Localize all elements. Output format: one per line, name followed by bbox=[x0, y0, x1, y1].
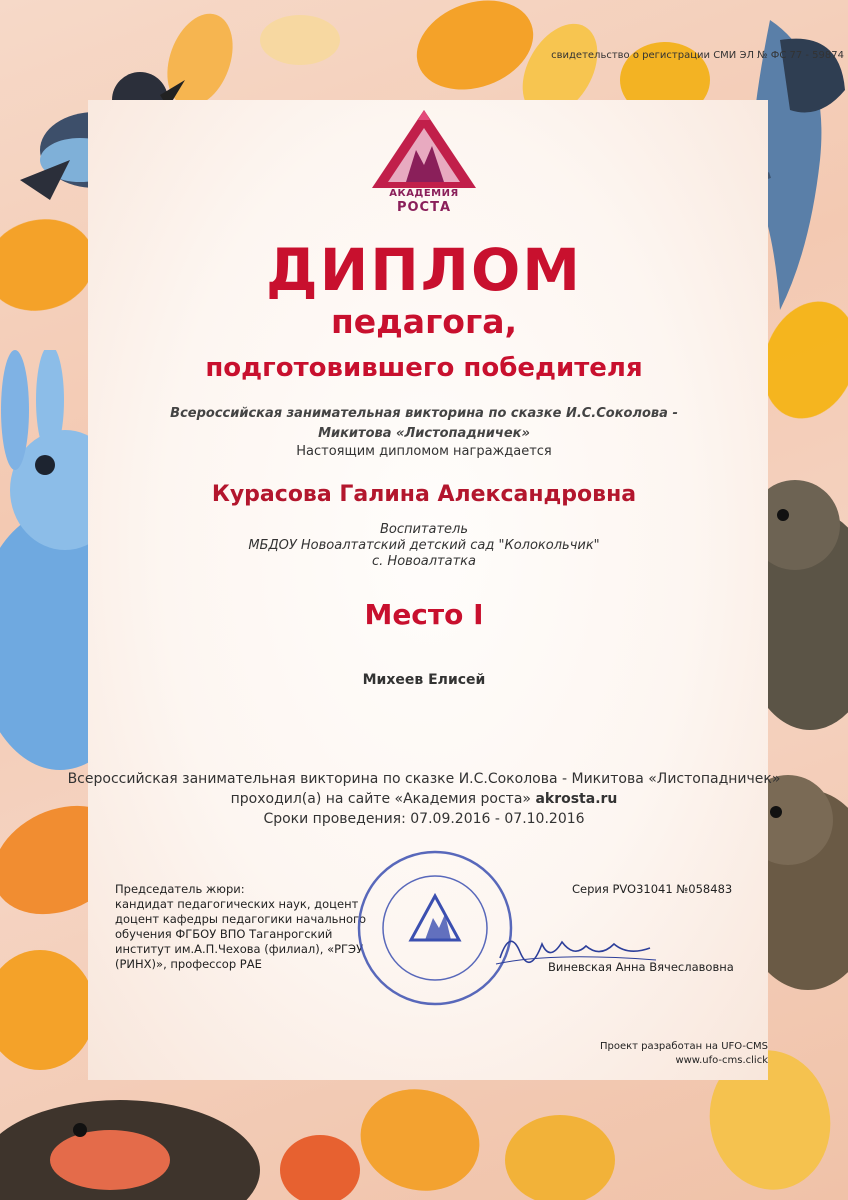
jury-line-1: Председатель жюри: bbox=[115, 882, 245, 896]
footer-site-prefix: проходил(а) на сайте «Академия роста» bbox=[230, 791, 531, 807]
badger-illustration bbox=[0, 1070, 260, 1200]
student-name: Михеев Елисей bbox=[362, 672, 486, 688]
registration-text: свидетельство о регистрации СМИ ЭЛ № ФС 77 - 59874 bbox=[551, 50, 844, 61]
jury-line-2: кандидат педагогических наук, доцент bbox=[115, 897, 359, 911]
footer-quiz-line: Всероссийская занимательная викторина по сказке И.С.Соколова - Микитова «Листопадничек» bbox=[67, 771, 781, 787]
jury-line-6: (РИНХ)», профессор РАЕ bbox=[115, 957, 262, 971]
recipient-organization: МБДОУ Новоалтатский детский сад "Колокольчик" bbox=[248, 538, 600, 553]
footer-site-link[interactable]: akrosta.ru bbox=[535, 791, 618, 807]
quiz-title-line1: Всероссийская занимательная викторина по сказке И.С.Соколова - bbox=[170, 406, 678, 421]
diploma-subtitle-1: педагога, bbox=[330, 302, 518, 341]
chair-name: Виневская Анна Вячеславовна bbox=[548, 960, 734, 974]
diploma-title: ДИПЛОМ bbox=[266, 236, 582, 304]
recipient-role bbox=[0, 522, 848, 570]
ufo-cms-link[interactable]: www.ufo-cms.click bbox=[675, 1055, 768, 1066]
footer-dates: Сроки проведения: 07.09.2016 - 07.10.2016 bbox=[263, 811, 585, 827]
jury-line-5: институт им.А.П.Чехова (филиал), «РГЭУ bbox=[115, 942, 364, 956]
recipient-locality: с. Новоалтатка bbox=[372, 554, 476, 569]
ufo-cms-credit bbox=[600, 1040, 768, 1068]
recipient-position: Воспитатель bbox=[379, 522, 469, 537]
series-number: Серия PVO31041 №058483 bbox=[572, 882, 733, 896]
diploma-subtitle-2: подготовившего победителя bbox=[205, 353, 643, 383]
awarded-text: Настоящим дипломом награждается bbox=[296, 444, 552, 459]
jury-line-4: обучения ФГБОУ ВПО Таганрогский bbox=[115, 927, 333, 941]
jury-line-3: доцент кафедры педагогики начального bbox=[115, 912, 367, 926]
quiz-title bbox=[0, 404, 848, 444]
jury-chair-info bbox=[115, 882, 385, 972]
ufo-cms-text: Проект разработан на UFO-CMS bbox=[599, 1041, 768, 1052]
logo-text-rosta: РОСТА bbox=[396, 200, 452, 215]
quiz-title-line2: Микитова «Листопадничек» bbox=[318, 426, 530, 441]
place-award: Место I bbox=[364, 598, 484, 631]
logo-text-academy: АКАДЕМИЯ bbox=[389, 188, 459, 199]
recipient-name: Курасова Галина Александровна bbox=[211, 482, 637, 507]
footer-info bbox=[0, 769, 848, 829]
footer-site-line bbox=[0, 789, 848, 809]
